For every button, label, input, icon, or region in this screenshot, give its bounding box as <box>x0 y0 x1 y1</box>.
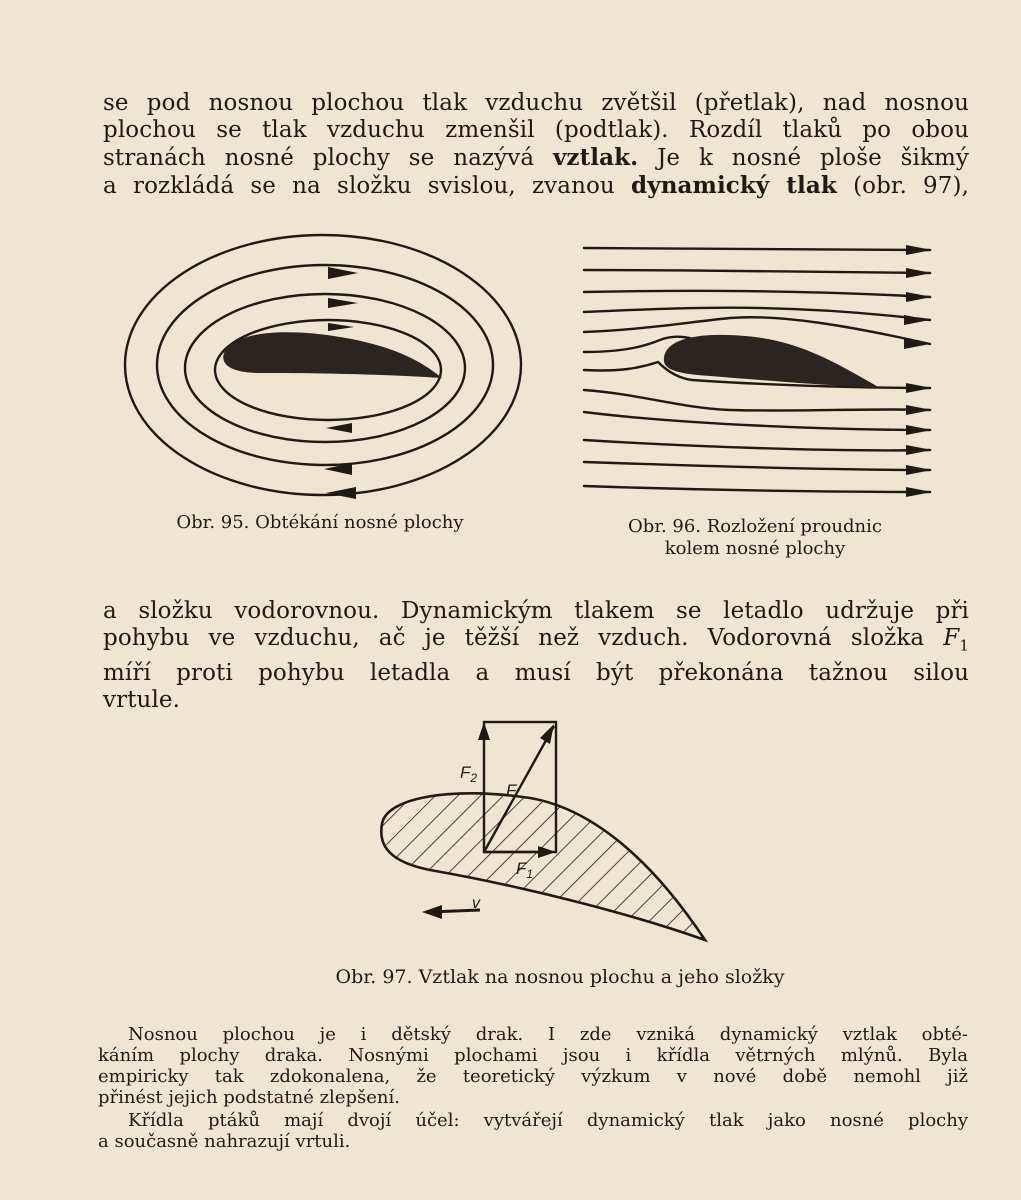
term-vztlak: vztlak. <box>552 144 639 171</box>
text-line: přinést jejich podstatné zlepšení. <box>98 1087 400 1108</box>
airfoil-shape <box>223 332 442 378</box>
figure-97-caption: Obr. 97. Vztlak na nosnou plochu a jeho složky <box>335 966 785 988</box>
paragraph-3 <box>98 1024 968 1108</box>
text-line: plochou se tlak vzduchu zmenšil (podtlak). Rozdíl tlaků po obou <box>103 117 969 143</box>
text-line: Nosnou plochou je i dětský drak. I zde vzniká dynamický vztlak obté- <box>128 1024 968 1045</box>
text-line: empiricky tak zdokonalena, že teoretický výzkum v nové době nemohl již <box>98 1066 968 1087</box>
text-line: Křídla ptáků mají dvojí účel: vytvářejí dynamický tlak jako nosné plochy <box>128 1110 968 1131</box>
arrow-icon <box>540 724 554 744</box>
figure-97-lift-diagram <box>360 712 720 952</box>
term-dynamicky-tlak: dynamický tlak <box>631 172 837 199</box>
text-line: míří proti pohybu letadla a musí být překonána tažnou silou <box>103 659 969 686</box>
arrow-icon <box>904 245 932 497</box>
streamline <box>584 390 930 411</box>
figure-96-caption <box>580 516 930 560</box>
text-line: pohybu ve vzduchu, ač je těžší než vzduch. Vodorovná složka $F_1$ <box>103 625 969 655</box>
text-line: a složku vodorovnou. Dynamickým tlakem se letadlo udržuje při <box>103 598 969 624</box>
text-line: a současně nahrazují vrtuli. <box>98 1131 351 1152</box>
figure-96-streamlines-diagram <box>580 240 940 500</box>
arrow-icon <box>422 905 442 919</box>
streamline <box>584 412 930 430</box>
text-line: káním plochy draka. Nosnými plochami jsou i křídla větrných mlýnů. Byla <box>98 1045 968 1066</box>
label-f1: $F_1$ <box>516 859 534 881</box>
caption-line: Obr. 96. Rozložení proudnic <box>628 516 882 537</box>
symbol-f1: $F_1$ <box>943 625 969 655</box>
caption-line: kolem nosné plochy <box>664 538 846 559</box>
figure-95-caption: Obr. 95. Obtékání nosné plochy <box>176 512 464 533</box>
streamline <box>584 248 930 250</box>
label-f: F <box>506 781 517 800</box>
streamline <box>584 440 930 450</box>
text-line: se pod nosnou plochou tlak vzduchu zvětšil (přetlak), nad nosnou <box>103 90 969 116</box>
text-line: stranách nosné plochy se nazývá vztlak. Je k nosné ploše šikmý <box>103 144 970 171</box>
paragraph-4 <box>98 1110 968 1152</box>
arrow-icon <box>478 722 490 740</box>
paragraph-2 <box>103 598 969 714</box>
label-f2: $F_2$ <box>460 763 478 785</box>
airfoil-hatched <box>381 793 705 940</box>
streamline <box>584 270 930 273</box>
streamline <box>584 291 930 297</box>
streamline <box>584 462 930 470</box>
paragraph-1 <box>103 90 969 200</box>
text-line: a rozkládá se na složku svislou, zvanou dynamický tlak (obr. 97), <box>103 172 970 199</box>
label-v: v <box>472 895 480 912</box>
text-line: vrtule. <box>103 686 181 713</box>
figure-95-circulation-diagram <box>120 225 530 510</box>
streamline <box>584 486 930 492</box>
